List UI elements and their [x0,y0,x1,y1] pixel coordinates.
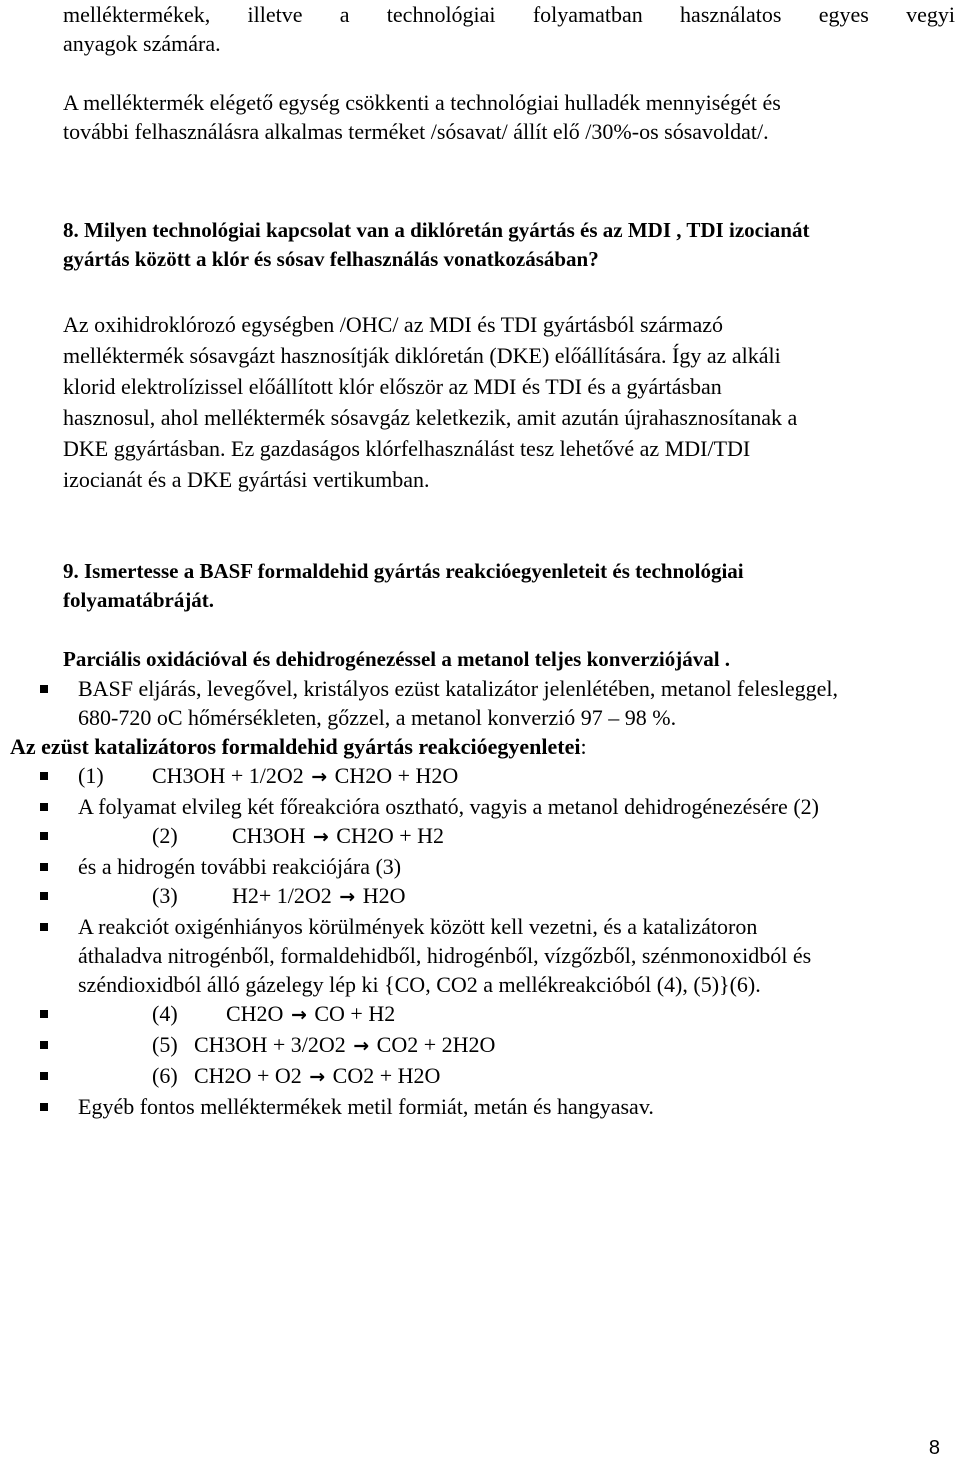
reaction-number: (4) [152,1001,178,1026]
answer-8-line-2: melléktermék sósavgázt hasznosítják diklóretán (DKE) előállítására. Így az alkáli [63,343,781,368]
reaction-text-line-1: A reakciót oxigénhiányos körülmények között kell vezetni, és a katalizátoron [78,914,758,939]
answer-8-paragraph [63,309,955,495]
question-9-heading [63,557,955,615]
list-item [40,761,955,792]
answer-8-line-3: klorid elektrolízissel előállított klór először az MDI és TDI és a gyártásban [63,374,722,399]
byproduct-line-1: A melléktermék elégető egység csökkenti a technológiai hulladék mennyiségét és [63,90,781,115]
silver-catalyst-heading-colon: : [580,734,587,759]
reaction-1 [78,761,955,792]
silver-catalyst-heading [10,732,902,761]
arrow-right-icon: → [339,886,356,908]
reaction-right: CH2O + H2O [334,763,459,788]
reaction-text: Egyéb fontos melléktermékek metil formiát, metán és hangyasav. [78,1094,654,1119]
reaction-right: CO2 + 2H2O [376,1032,496,1057]
arrow-right-icon: → [353,1035,370,1057]
list-item [40,674,955,732]
reaction-4 [78,999,955,1030]
question-8-line-2: gyártás között a klór és sósav felhasználás vonatkozásában? [63,247,599,271]
square-bullet-icon [40,832,48,840]
reaction-left: CH2O + O2 [194,1063,302,1088]
answer-8-line-5: DKE ggyártásban. Ez gazdaságos klórfelhasználást tesz lehetővé az MDI/TDI [63,436,751,461]
square-bullet-icon [40,803,48,811]
square-bullet-icon [40,863,48,871]
reaction-number: (5) [152,1032,178,1057]
square-bullet-icon [40,685,48,693]
reaction-right: CH2O + H2 [336,823,445,848]
partial-oxidation-text: Parciális oxidációval és dehidrogénezéssel a metanol teljes konverziójával . [63,647,731,671]
arrow-right-icon: → [311,766,328,788]
answer-8-line-6: izocianát és a DKE gyártási vertikumban. [63,467,430,492]
answer-8-line-1: Az oxihidroklórozó egységben /OHC/ az MDI és TDI gyártásból származó [63,312,724,337]
list-item [40,999,955,1030]
partial-oxidation-heading [63,645,955,674]
reaction-left: CH3OH [232,823,306,848]
byproduct-line-2: további felhasználásra alkalmas terméket /sósavat/ állít elő /30%-os sósavoldat/. [63,119,769,144]
arrow-right-icon: → [309,1066,326,1088]
question-9-line-2: folyamatábráját. [63,588,215,612]
arrow-right-icon: → [312,826,329,848]
reaction-text-line-3: széndioxidból álló gázelegy lép ki {CO, CO2 a mellékreakcióból (4), (5)}(6). [78,972,761,997]
basf-list [40,674,955,732]
question-8-heading [63,216,955,274]
reaction-number: (1) [78,763,104,788]
list-item [40,792,955,821]
reaction-right: H2O [362,883,406,908]
reaction-text: A folyamat elvileg két főreakcióra osztható, vagyis a metanol dehidrogénezésére (2) [78,794,819,819]
list-item [40,1030,955,1061]
reaction-number: (3) [152,883,178,908]
list-item [40,821,955,852]
reaction-6 [78,1061,955,1092]
square-bullet-icon [40,1072,48,1080]
silver-catalyst-heading-text: Az ezüst katalizátoros formaldehid gyártás reakcióegyenletei [10,734,581,759]
question-9-line-1: 9. Ismertesse a BASF formaldehid gyártás reakcióegyenleteit és technológiai [63,559,744,583]
reaction-text: és a hidrogén további reakciójára (3) [78,854,402,879]
reaction-number: (2) [152,823,178,848]
intro-line-1: melléktermékek, illetve a technológiai folyamatban használatos egyes vegyi [63,2,955,27]
list-item [40,912,955,999]
square-bullet-icon [40,1103,48,1111]
basf-line-2: 680-720 oC hőmérsékleten, gőzzel, a metanol konverzió 97 – 98 %. [78,705,677,730]
silver-catalyst-heading-line [10,732,902,761]
list-item [40,1092,955,1121]
square-bullet-icon [40,772,48,780]
reaction-text-line-2: áthaladva nitrogénből, formaldehidből, hidrogénből, vízgőzből, szénmonoxidból és [78,943,812,968]
list-item [40,852,955,881]
list-item [40,1061,955,1092]
reaction-list [40,761,955,1121]
page-number: 8 [928,1437,940,1459]
intro-line-2: anyagok számára. [63,31,221,56]
question-8-line-1: 8. Milyen technológiai kapcsolat van a diklóretán gyártás és az MDI , TDI izocianát [63,218,810,242]
answer-8-line-4: hasznosul, ahol melléktermék sósavgáz keletkezik, amit azután újrahasznosítanak a [63,405,798,430]
reaction-number: (6) [152,1063,178,1088]
reaction-right: CO + H2 [314,1001,396,1026]
list-item [40,881,955,912]
byproduct-paragraph [63,88,955,146]
reaction-5 [78,1030,955,1061]
square-bullet-icon [40,923,48,931]
square-bullet-icon [40,1041,48,1049]
reaction-left: H2+ 1/2O2 [232,883,332,908]
reaction-left: CH3OH + 1/2O2 [152,763,304,788]
square-bullet-icon [40,1010,48,1018]
basf-line-1: BASF eljárás, levegővel, kristályos ezüst katalizátor jelenlétében, metanol felesleggel, [78,676,838,701]
reaction-left: CH2O [226,1001,284,1026]
reaction-3 [78,881,955,912]
reaction-left: CH3OH + 3/2O2 [194,1032,346,1057]
square-bullet-icon [40,892,48,900]
intro-paragraph [63,0,955,58]
arrow-right-icon: → [290,1004,307,1026]
reaction-2 [78,821,955,852]
reaction-right: CO2 + H2O [332,1063,441,1088]
